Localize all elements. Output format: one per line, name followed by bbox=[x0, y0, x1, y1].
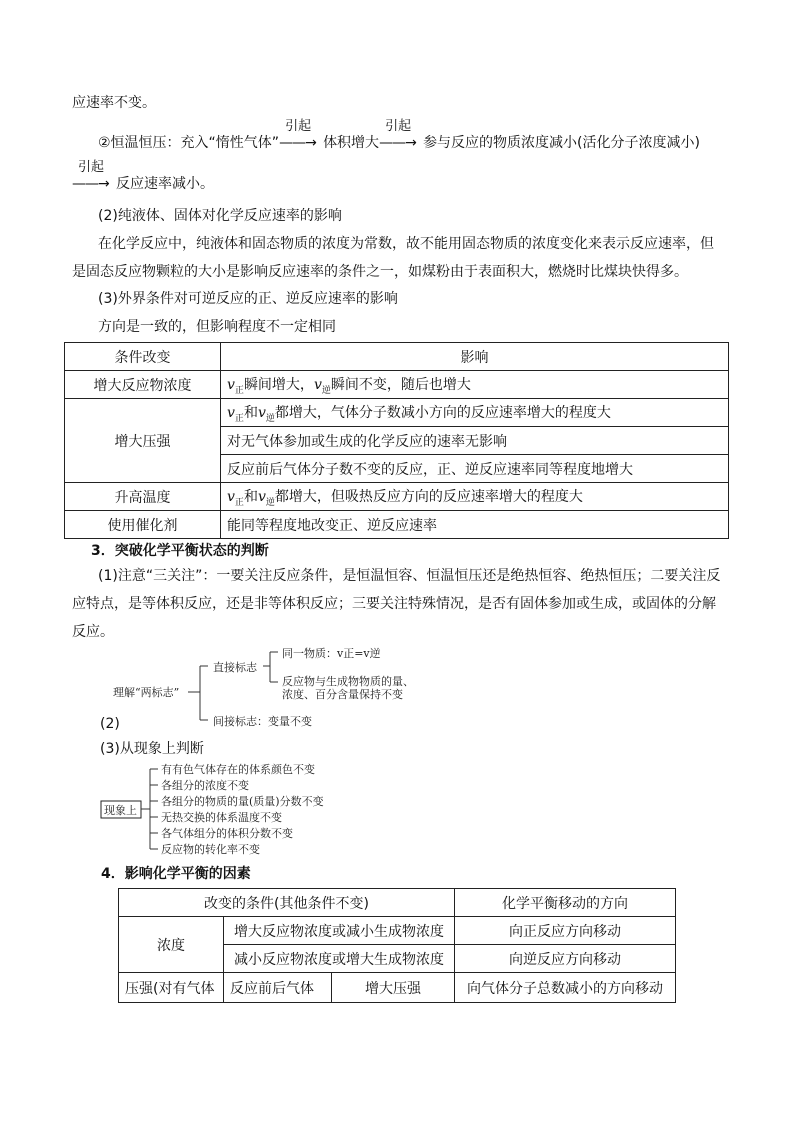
paragraph-pure-1: 在化学反应中，纯液体和固态物质的浓度为常数，故不能用固态物质的浓度变化来表示反应速率，但 bbox=[98, 236, 714, 252]
text-concentration-decrease: 参与反应的物质浓度减小(活化分子浓度减小) bbox=[423, 135, 700, 151]
paragraph-3-1: (1)注意“三关注”：一要关注反应条件，是恒温恒容、恒温恒压还是绝热恒容、绝热恒压；二要关注反 bbox=[98, 568, 721, 584]
text: 都增大，但吸热反应方向的反应速率增大的程度大 bbox=[274, 488, 583, 505]
subscript-forward: 正 bbox=[234, 413, 244, 424]
paragraph-pure-2: 是固态反应物颗粒的大小是影响反应速率的条件之一，如煤粉由于表面积大，燃烧时比煤块快得多。 bbox=[72, 264, 688, 280]
text: 和 bbox=[243, 404, 258, 421]
rate-effect-table bbox=[64, 342, 729, 539]
text-const-pressure bbox=[98, 119, 700, 153]
cell-effect-pressure-b: 对无气体参加或生成的化学反应的速率无影响 bbox=[221, 427, 729, 455]
cell-pressure-sub: 反应前后气体 bbox=[224, 973, 332, 1003]
subscript-forward: 正 bbox=[234, 497, 244, 508]
equilibrium-factor-table bbox=[118, 888, 676, 1003]
cell-pressure-dir: 向气体分子总数减小的方向移动 bbox=[455, 973, 676, 1003]
cell-pressure: 压强(对有气体 bbox=[119, 973, 224, 1003]
v-symbol: v bbox=[227, 404, 235, 421]
cell-pressure-action: 增大压强 bbox=[332, 973, 455, 1003]
cell-increase-pressure: 增大压强 bbox=[65, 399, 221, 483]
diagram-indirect-sign: 间接标志：变量不变 bbox=[213, 715, 312, 728]
heading-external: (3)外界条件对可逆反应的正、逆反应速率的影响 bbox=[98, 291, 398, 307]
table-header-effect: 影响 bbox=[221, 343, 729, 371]
table-header-condition: 条件改变 bbox=[65, 343, 221, 371]
arrow-icon: ——→ bbox=[72, 176, 109, 192]
diagram-amount-1: 反应物与生成物物质的量、 bbox=[282, 675, 414, 688]
text: 都增大，气体分子数减小方向的反应速率增大的程度大 bbox=[274, 404, 611, 421]
v-symbol: v bbox=[313, 376, 322, 393]
cell-conc-a: 增大反应物浓度或减小生成物浓度 bbox=[224, 917, 455, 945]
cell-effect-pressure-c: 反应前后气体分子数不变的反应，正、逆反应速率同等程度地增大 bbox=[221, 455, 729, 483]
cell-effect-temp bbox=[221, 483, 729, 511]
cell-catalyst: 使用催化剂 bbox=[65, 511, 221, 539]
arrow-label: 引起 bbox=[385, 119, 412, 134]
text-volume-increase: 体积增大 bbox=[323, 135, 380, 151]
text-const-pressure-start: ②恒温恒压：充入“惰性气体” bbox=[98, 135, 280, 151]
cell-increase-reactant: 增大反应物浓度 bbox=[65, 371, 221, 399]
diagram-direct-sign: 直接标志 bbox=[213, 661, 257, 674]
text: 瞬间不变，随后也增大 bbox=[330, 376, 471, 393]
phenomena-item: 无热交换的体系温度不变 bbox=[161, 811, 282, 824]
cell-conc-b: 减小反应物浓度或增大生成物浓度 bbox=[224, 945, 455, 973]
table-header-condition: 改变的条件(其他条件不变) bbox=[119, 889, 455, 917]
heading-phenomena: (3)从现象上判断 bbox=[100, 741, 204, 757]
text-rate-decrease bbox=[72, 160, 214, 194]
causes-arrow bbox=[72, 160, 116, 194]
diagram-same-substance: 同一物质：v正=v逆 bbox=[282, 647, 381, 660]
text-rate-unchanged: 应速率不变。 bbox=[72, 95, 156, 111]
paragraph-3-3: 反应。 bbox=[72, 624, 114, 640]
phenomena-item: 各气体组分的体积分数不变 bbox=[161, 827, 293, 840]
label-2: (2) bbox=[100, 716, 120, 732]
phenomena-root: 现象上 bbox=[104, 804, 137, 817]
text-rate-decrease-end: 反应速率减小。 bbox=[116, 176, 214, 192]
phenomena-item: 有有色气体存在的体系颜色不变 bbox=[161, 763, 315, 776]
heading-section-4: 4．影响化学平衡的因素 bbox=[101, 866, 251, 882]
v-symbol: v bbox=[257, 488, 266, 505]
v-symbol: v bbox=[227, 488, 235, 505]
phenomena-item: 各组分的物质的量(质量)分数不变 bbox=[161, 795, 324, 808]
arrow-label: 引起 bbox=[285, 119, 312, 134]
arrow-icon: ——→ bbox=[379, 135, 416, 151]
text: 瞬间增大， bbox=[243, 376, 314, 393]
cell-conc-a-dir: 向正反应方向移动 bbox=[455, 917, 676, 945]
subscript-reverse: 逆 bbox=[321, 385, 331, 396]
causes-arrow bbox=[279, 119, 323, 153]
paragraph-direction: 方向是一致的，但影响程度不一定相同 bbox=[98, 319, 336, 335]
paragraph-3-2: 应特点，是等体积反应，还是非等体积反应；三要关注特殊情况，是否有固体参加或生成，或固体的分解 bbox=[72, 596, 716, 612]
subscript-forward: 正 bbox=[234, 385, 244, 396]
phenomena-item: 反应物的转化率不变 bbox=[161, 843, 260, 856]
diagram-root: 理解“两标志” bbox=[113, 686, 180, 699]
text: 和 bbox=[243, 488, 258, 505]
arrow-icon: ——→ bbox=[279, 135, 316, 151]
table-header-direction: 化学平衡移动的方向 bbox=[455, 889, 676, 917]
cell-effect-pressure-a bbox=[221, 399, 729, 427]
arrow-label: 引起 bbox=[78, 160, 105, 175]
cell-conc-b-dir: 向逆反应方向移动 bbox=[455, 945, 676, 973]
subscript-reverse: 逆 bbox=[265, 413, 275, 424]
v-symbol: v bbox=[257, 404, 266, 421]
heading-section-3: 3．突破化学平衡状态的判断 bbox=[91, 543, 269, 559]
subscript-reverse: 逆 bbox=[265, 497, 275, 508]
diagram-amount-2: 浓度、百分含量保持不变 bbox=[282, 688, 403, 701]
phenomena-item: 各组分的浓度不变 bbox=[161, 779, 249, 792]
cell-raise-temp: 升高温度 bbox=[65, 483, 221, 511]
cell-effect-catalyst: 能同等程度地改变正、逆反应速率 bbox=[221, 511, 729, 539]
v-symbol: v bbox=[227, 376, 235, 393]
cell-concentration: 浓度 bbox=[119, 917, 224, 973]
cell-effect-reactant bbox=[221, 371, 729, 399]
causes-arrow bbox=[379, 119, 423, 153]
heading-pure-liquid: (2)纯液体、固体对化学反应速率的影响 bbox=[98, 208, 342, 224]
